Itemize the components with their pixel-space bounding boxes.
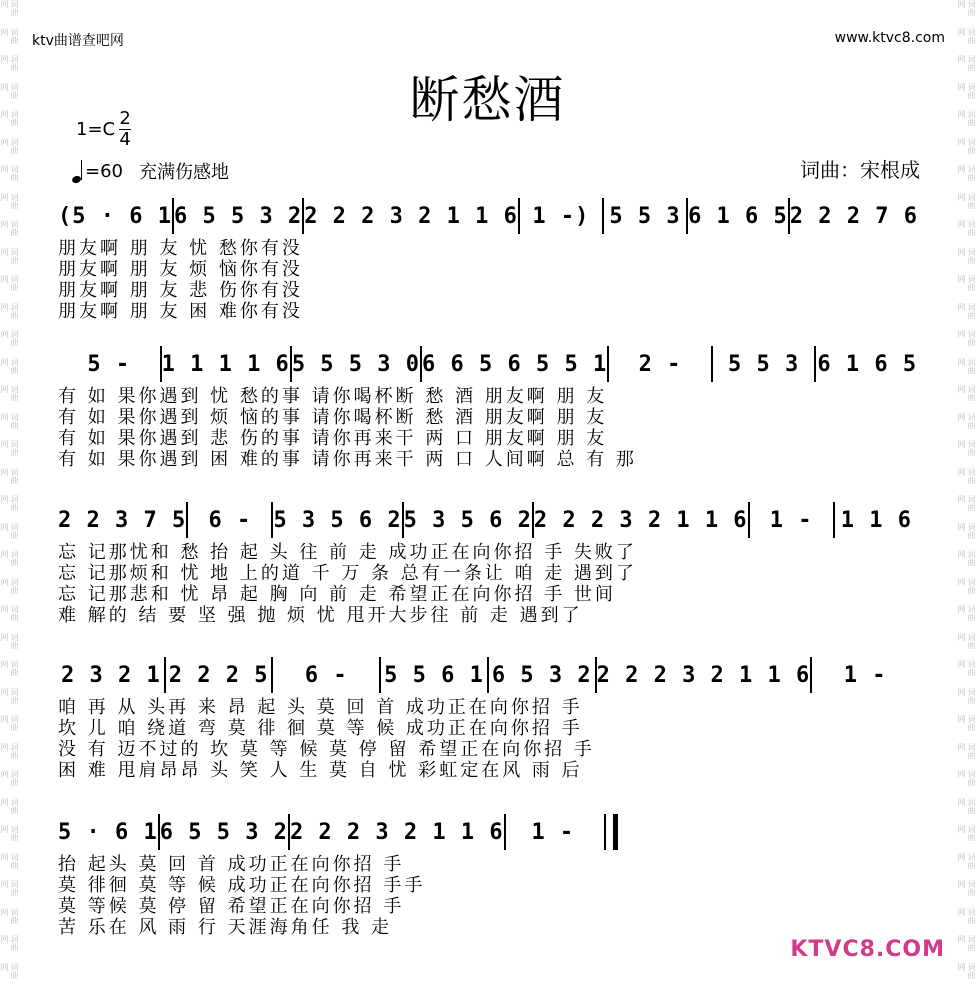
side-watermark-text: 词曲网 (0, 137, 19, 154)
side-watermark-text: 词曲网 (957, 577, 976, 594)
measure: 6 - (188, 502, 273, 538)
side-watermark-text: 词曲网 (0, 247, 19, 264)
measure: 5 - (58, 346, 162, 382)
side-watermark-text: 词曲网 (957, 632, 976, 649)
side-watermark-text: 词曲网 (957, 550, 976, 566)
source-site-label: ktv曲谱查吧网 (32, 33, 124, 49)
measure: 1 - (843, 662, 887, 688)
side-watermark-text: 词曲网 (957, 110, 976, 126)
measure: 2 2 2 5 (166, 657, 274, 693)
expression-text: 充满伤感地 (139, 162, 229, 183)
side-watermark-text: 词曲网 (957, 275, 976, 291)
lyric-line: 莫 等候 莫 停 留 希望正在向你招 手 (58, 896, 405, 917)
notation-line (58, 344, 918, 384)
side-watermark-text: 词曲网 (0, 275, 19, 291)
measure: 5 3 5 6 2 (273, 502, 403, 538)
lyric-line: 咱 再 从 头再 来 昂 起 头 莫 回 首 成功正在向你招 手 (58, 697, 583, 718)
side-watermark-text: 词曲网 (0, 880, 19, 896)
side-watermark-text: 词曲网 (0, 82, 19, 99)
side-watermark-text: 词曲网 (957, 302, 976, 319)
side-watermark-text: 词曲网 (0, 412, 19, 429)
measure: (5 · 6 1 (58, 198, 174, 234)
side-watermark-text: 词曲网 (957, 522, 976, 539)
lyric-line: 忘 记那烦和 忧 地 上的道 千 万 条 总有一条让 咱 走 遇到了 (58, 563, 637, 584)
side-watermark-text: 词曲网 (0, 220, 19, 236)
measure: 5 5 3 (604, 198, 688, 234)
watermark-logo: KTVC8.COM (790, 937, 945, 962)
side-watermark-text: 词曲网 (0, 385, 19, 401)
side-watermark-text: 词曲网 (0, 935, 19, 951)
measure: 6 - (273, 657, 381, 693)
lyric-line: 有 如 果你遇到 困 难的事 请你再来干 两 口 人间啊 总 有 那 (58, 449, 637, 470)
notation-line (58, 655, 918, 695)
side-watermark-text: 词曲网 (0, 467, 19, 484)
side-watermark-text: 词曲网 (0, 110, 19, 126)
measure: 1 -) (520, 198, 604, 234)
side-watermark-text: 词曲网 (957, 165, 976, 181)
measure: 2 2 2 3 2 1 1 6 (304, 198, 520, 234)
measure: 6 1 6 5 (688, 198, 790, 234)
lyric-line: 苦 乐在 风 雨 行 天涯海角任 我 走 (58, 917, 393, 938)
side-watermark-text: 词曲网 (0, 27, 19, 44)
measure: 1 1 6 (840, 507, 912, 533)
side-watermark-text: 词曲网 (0, 330, 19, 346)
side-watermark-text: 词曲网 (0, 715, 19, 731)
lyrics-block (58, 697, 918, 781)
tempo-value: =60 (85, 160, 123, 182)
lyric-line: 难 解的 结 要 坚 强 抛 烦 忧 甩开大步往 前 走 遇到了 (58, 605, 583, 626)
side-watermark-text: 词曲网 (0, 907, 19, 924)
side-watermark-text: 词曲网 (957, 192, 976, 209)
lyric-line: 忘 记那悲和 忧 昂 起 胸 向 前 走 希望正在向你招 手 世间 (58, 584, 616, 605)
side-watermark-text: 词曲网 (0, 687, 19, 704)
measure: 2 3 2 1 (58, 657, 166, 693)
credit-line: 词曲：宋根成 (800, 158, 920, 182)
measure: 1 - (531, 819, 575, 845)
side-watermark-text: 词曲网 (0, 192, 19, 209)
lyric-line: 朋友啊 朋 友 烦 恼你有没 (58, 259, 303, 280)
lyrics-block (58, 542, 918, 626)
side-watermark-text: 词曲网 (957, 247, 976, 264)
side-watermark-text: 词曲网 (0, 660, 19, 676)
time-signature: $\frac{2}{4}$ (119, 108, 131, 150)
side-watermark-text: 词曲网 (957, 440, 976, 456)
side-watermark-text: 词曲网 (957, 715, 976, 731)
lyrics-block (58, 854, 918, 938)
tempo-marking (72, 158, 229, 184)
side-watermark-text: 词曲网 (957, 687, 976, 704)
side-watermark-text: 词曲网 (957, 660, 976, 676)
side-watermark-text: 词曲网 (957, 27, 976, 44)
measure: 2 2 2 3 2 1 1 6 (597, 657, 813, 693)
measure: 6 6 5 6 5 5 1 (422, 346, 609, 382)
measure: 6 1 6 5 (817, 351, 918, 377)
measure: 5 5 5 3 0 (292, 346, 422, 382)
measure: 2 2 2 3 2 1 1 6 (290, 814, 506, 850)
side-watermark-text: 词曲网 (0, 550, 19, 566)
lyric-line: 有 如 果你遇到 烦 恼的事 请你喝杯断 愁 酒 朋友啊 朋 友 (58, 407, 608, 428)
side-watermark-text: 词曲网 (0, 522, 19, 539)
measure: 5 5 6 1 (381, 657, 489, 693)
lyric-line: 坎 儿 咱 绕道 弯 莫 徘 徊 莫 等 候 成功正在向你招 手 (58, 718, 583, 739)
side-watermark-text: 词曲网 (0, 55, 19, 71)
measure: 5 5 3 (713, 346, 817, 382)
side-watermark-text: 词曲网 (957, 357, 976, 374)
side-watermark-text: 词曲网 (957, 385, 976, 401)
measure: 2 2 2 7 6 (789, 203, 918, 229)
measure: 2 2 3 7 5 (58, 502, 188, 538)
lyric-line: 朋友啊 朋 友 忧 愁你有没 (58, 238, 303, 259)
measure: 1 1 1 1 6 (162, 346, 292, 382)
side-watermark-text: 词曲网 (0, 605, 19, 621)
lyric-line: 有 如 果你遇到 悲 伤的事 请你再来干 两 口 朋友啊 朋 友 (58, 428, 608, 449)
lyric-line: 莫 徘徊 莫 等 候 成功正在向你招 手手 (58, 875, 426, 896)
notation-line (58, 812, 618, 852)
side-watermark-text: 词曲网 (957, 935, 976, 951)
side-watermark-text: 词曲网 (0, 852, 19, 869)
side-watermark-text: 词曲网 (957, 220, 976, 236)
lyrics-block (58, 386, 918, 470)
measure: 2 - (609, 346, 713, 382)
side-watermark-text: 词曲网 (0, 165, 19, 181)
side-watermark-text: 词曲网 (957, 907, 976, 924)
side-watermark-left (0, 0, 19, 990)
side-watermark-text: 词曲网 (0, 770, 19, 786)
side-watermark-text: 词曲网 (957, 852, 976, 869)
lyric-line: 朋友啊 朋 友 困 难你有没 (58, 301, 303, 322)
side-watermark-text: 词曲网 (0, 742, 19, 759)
side-watermark-text: 词曲网 (957, 605, 976, 621)
lyrics-block (58, 238, 918, 322)
side-watermark-text: 词曲网 (957, 797, 976, 814)
final-barline (604, 814, 618, 850)
lyric-line: 有 如 果你遇到 忧 愁的事 请你喝杯断 愁 酒 朋友啊 朋 友 (58, 386, 608, 407)
measure: 1 - (750, 502, 835, 538)
side-watermark-text: 词曲网 (0, 495, 19, 511)
side-watermark-text: 词曲网 (0, 357, 19, 374)
side-watermark-text: 词曲网 (0, 632, 19, 649)
measure: 2 2 2 3 2 1 1 6 (534, 502, 750, 538)
side-watermark-right (957, 0, 976, 990)
side-watermark-text: 词曲网 (0, 0, 19, 16)
side-watermark-text: 词曲网 (957, 495, 976, 511)
lyric-line: 朋友啊 朋 友 悲 伤你有没 (58, 280, 303, 301)
source-url: www.ktvc8.com (834, 30, 945, 46)
lyric-line: 困 难 甩肩昂昂 头 笑 人 生 莫 自 忧 彩虹定在风 雨 后 (58, 760, 583, 781)
notation-line (58, 196, 918, 236)
measure: 6 5 3 2 (489, 657, 597, 693)
side-watermark-text: 词曲网 (957, 412, 976, 429)
side-watermark-text: 词曲网 (957, 742, 976, 759)
song-title: 断愁酒 (409, 71, 566, 129)
side-watermark-text: 词曲网 (957, 770, 976, 786)
side-watermark-text: 词曲网 (957, 825, 976, 841)
side-watermark-text: 词曲网 (957, 0, 976, 16)
side-watermark-text: 词曲网 (957, 880, 976, 896)
side-watermark-text: 词曲网 (0, 440, 19, 456)
side-watermark-text: 词曲网 (0, 797, 19, 814)
side-watermark-text: 词曲网 (957, 330, 976, 346)
side-watermark-text: 词曲网 (957, 82, 976, 99)
quarter-note-icon (72, 159, 82, 183)
measure: 5 · 6 1 (58, 814, 160, 850)
lyric-line: 没 有 迈不过的 坎 莫 等 候 莫 停 留 希望正在向你招 手 (58, 739, 595, 760)
side-watermark-text: 词曲网 (0, 577, 19, 594)
side-watermark-text: 词曲网 (957, 55, 976, 71)
side-watermark-text: 词曲网 (957, 137, 976, 154)
side-watermark-text: 词曲网 (957, 962, 976, 979)
measure: 6 5 5 3 2 (174, 198, 304, 234)
measure: 5 3 5 6 2 (404, 502, 534, 538)
notation-line (58, 500, 918, 540)
side-watermark-text: 词曲网 (0, 962, 19, 979)
lyric-line: 抬 起头 莫 回 首 成功正在向你招 手 (58, 854, 405, 875)
key-label: 1=C (76, 119, 116, 140)
side-watermark-text: 词曲网 (0, 302, 19, 319)
lyric-line: 忘 记那忧和 愁 抬 起 头 往 前 走 成功正在向你招 手 失败了 (58, 542, 637, 563)
measure: 6 5 5 3 2 (160, 814, 290, 850)
side-watermark-text: 词曲网 (0, 825, 19, 841)
side-watermark-text: 词曲网 (957, 467, 976, 484)
key-signature (76, 110, 131, 149)
